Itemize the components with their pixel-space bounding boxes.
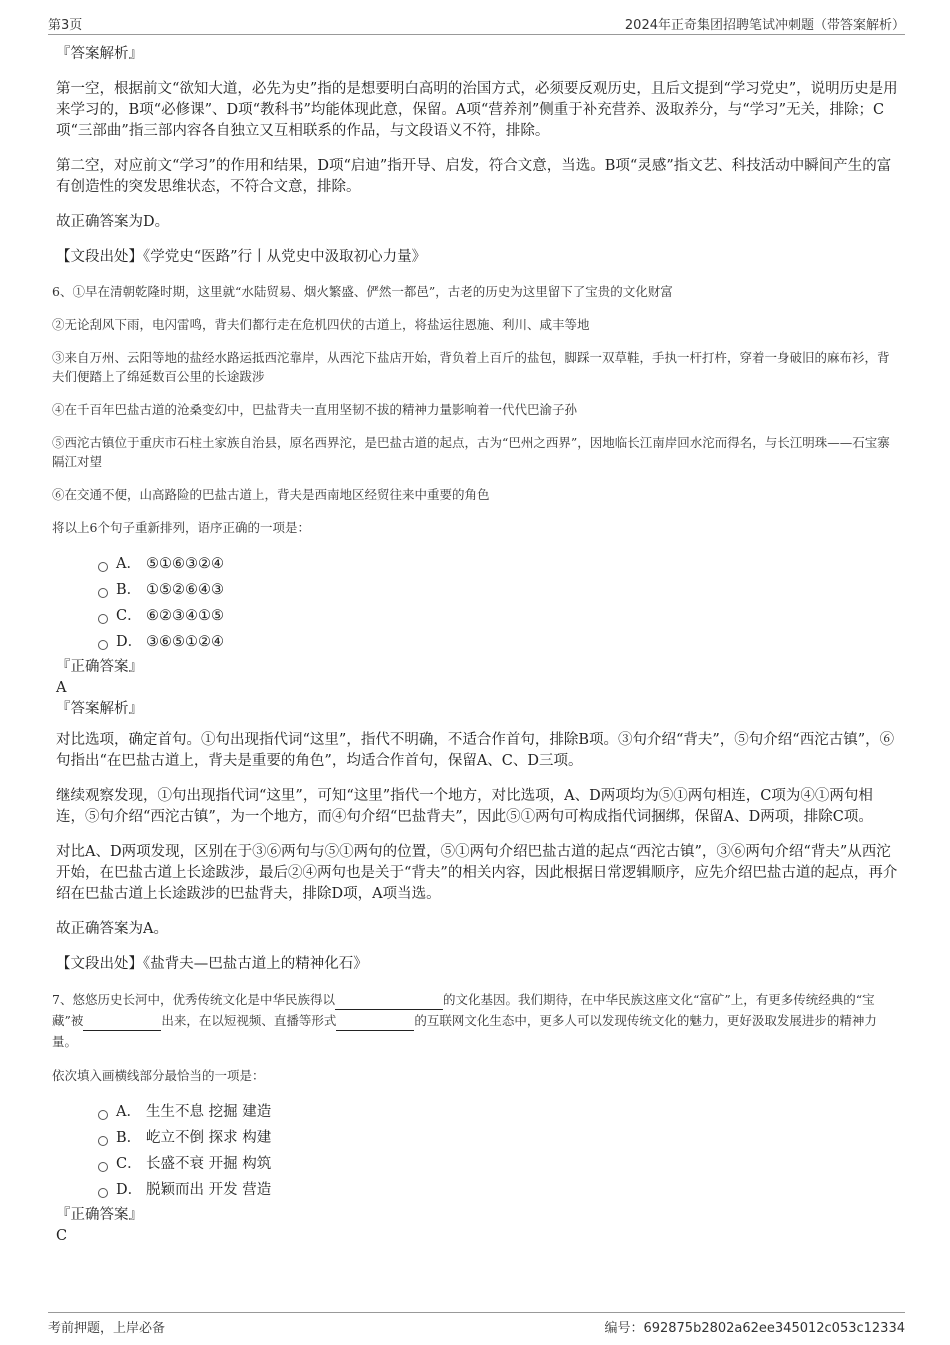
- q7-blank-1: [335, 995, 443, 1010]
- document-title: 2024年正奇集团招聘笔试冲刺题（带答案解析）: [624, 18, 905, 33]
- q7-answer: C: [56, 1228, 68, 1244]
- q7-option-b[interactable]: [56, 1125, 900, 1151]
- q7-prompt: 依次填入画横线部分最恰当的一项是：: [52, 1068, 265, 1083]
- page-content: [52, 44, 900, 1247]
- page-footer: [48, 1312, 905, 1337]
- option-letter: A．: [116, 1104, 141, 1120]
- radio-icon[interactable]: [98, 1188, 108, 1198]
- page-number: 第3页: [48, 18, 83, 33]
- q6-analysis-para3: 对比A、D两项发现，区别在于③⑥两句与⑤①两句的位置，⑤①两句介绍巴盐古道的起点“西沱古镇”，③⑥两句介绍“背夫”从西沱开始，在巴盐古道上长途跋涉，最后②④两句也是关于“背夫”的相关内容，因此根据日常逻辑顺序，应先介绍巴盐古道的起点，再介绍在巴盐古道上长途跋涉的巴盐背夫，排除D项，A项当选。: [56, 844, 898, 902]
- q6-option-d[interactable]: [56, 629, 900, 655]
- q5-conclusion: 故正确答案为D。: [56, 214, 170, 230]
- option-text: ①⑤②⑥④③: [146, 582, 224, 598]
- q6-analysis-title: 『答案解析』: [56, 701, 143, 717]
- option-letter: D．: [116, 1182, 143, 1198]
- option-text: ⑥②③④①⑤: [146, 608, 224, 624]
- q6-sentence-2: ②无论刮风下雨，电闪雷鸣，背夫们都行走在危机四伏的古道上，将盐运往恩施、利川、咸丰等地: [52, 317, 590, 332]
- q6-analysis-para2: 继续观察发现，①句出现指代词“这里”，可知“这里”指代一个地方，对比选项，A、D两项均为⑤①两句相连，C项为④①两句相连，⑤句介绍“西沱古镇”，为一个地方，而④句介绍“巴盐背夫”，因此⑤①两句可构成指代词捆绑，保留A、D两项，排除C项。: [56, 788, 873, 825]
- q6-answer-title: 『正确答案』: [56, 659, 143, 675]
- radio-icon[interactable]: [98, 1110, 108, 1120]
- q6-prompt: 将以上6个句子重新排列，语序正确的一项是：: [52, 520, 310, 535]
- radio-icon[interactable]: [98, 1136, 108, 1146]
- q6-sentence-5: ⑤西沱古镇位于重庆市石柱土家族自治县，原名西界沱，是巴盐古道的起点，古为“巴州之西界”，因地临长江南岸回水沱而得名，与长江明珠——石宝寨隔江对望: [52, 435, 890, 469]
- q6-conclusion: 故正确答案为A。: [56, 921, 168, 937]
- option-text: 生生不息 挖掘 建造: [146, 1104, 272, 1120]
- option-letter: A．: [116, 556, 141, 572]
- option-letter: D．: [116, 634, 143, 650]
- option-letter: C．: [116, 1156, 142, 1172]
- q7-stem: [52, 989, 900, 1052]
- q6-sentence-4: ④在千百年巴盐古道的沧桑变幻中，巴盐背夫一直用坚韧不拔的精神力量影响着一代代巴渝子孙: [52, 402, 578, 417]
- q6-options: [56, 551, 900, 655]
- radio-icon[interactable]: [98, 640, 108, 650]
- q7-option-d[interactable]: [56, 1177, 900, 1203]
- option-letter: B．: [116, 1130, 142, 1146]
- q6-sentence-3: ③来自万州、云阳等地的盐经水路运抵西沱靠岸，从西沱下盐店开始，背负着上百斤的盐包，脚踩一双草鞋，手执一杆打杵，穿着一身破旧的麻布衫，背夫们便踏上了绵延数百公里的长途跋涉: [52, 350, 890, 384]
- option-text: ③⑥⑤①②④: [146, 634, 224, 650]
- radio-icon[interactable]: [98, 588, 108, 598]
- q6-option-a[interactable]: [56, 551, 900, 577]
- document-code: 编号：692875b2802a62ee345012c053c12334: [604, 1321, 905, 1336]
- option-letter: C．: [116, 608, 142, 624]
- q7-option-c[interactable]: [56, 1151, 900, 1177]
- q6-source: 【文段出处】《盐背夫—巴盐古道上的精神化石》: [56, 956, 368, 972]
- radio-icon[interactable]: [98, 614, 108, 624]
- radio-icon[interactable]: [98, 562, 108, 572]
- q7-answer-title: 『正确答案』: [56, 1207, 143, 1223]
- q7-option-a[interactable]: [56, 1099, 900, 1125]
- q7-stem-part-b: 的文化基因。我们期待，在中华民族这座文化“富矿”上，有更多传统经典的“宝藏”被: [52, 992, 875, 1028]
- q6-sentence-1: 6、①早在清朝乾隆时期，这里就“水陆贸易、烟火繁盛、俨然一都邑”，古老的历史为这里留下了宝贵的文化财富: [52, 284, 673, 299]
- q7-options: [56, 1099, 900, 1203]
- q6-option-b[interactable]: [56, 577, 900, 603]
- option-text: 屹立不倒 探求 构建: [146, 1130, 272, 1146]
- q5-analysis-title: 『答案解析』: [56, 46, 143, 62]
- q7-blank-2: [83, 1016, 161, 1031]
- option-text: ⑤①⑥③②④: [146, 556, 224, 572]
- radio-icon[interactable]: [98, 1162, 108, 1172]
- q5-source: 【文段出处】《学党史“医路”行丨从党史中汲取初心力量》: [56, 249, 427, 265]
- option-text: 脱颖而出 开发 营造: [146, 1182, 272, 1198]
- option-text: 长盛不衰 开掘 构筑: [146, 1156, 272, 1172]
- q6-sentence-6: ⑥在交通不便，山高路险的巴盐古道上，背夫是西南地区经贸往来中重要的角色: [52, 487, 490, 502]
- q6-answer: A: [56, 680, 67, 696]
- option-letter: B．: [116, 582, 142, 598]
- q5-analysis-para1: 第一空，根据前文“欲知大道，必先为史”指的是想要明白高明的治国方式，必须要反观历史，且后文提到“学习党史”，说明历史是用来学习的，B项“必修课”、D项“教科书”均能体现此意，保留。A项“营养剂”侧重于补充营养、汲取养分，与“学习”无关，排除；C项“三部曲”指三部内容各自独立又互相联系的作品，与文段语义不符，排除。: [56, 81, 898, 139]
- q5-analysis-para2: 第二空，对应前文“学习”的作用和结果，D项“启迪”指开导、启发，符合文意，当选。B项“灵感”指文艺、科技活动中瞬间产生的富有创造性的突发思维状态，不符合文意，排除。: [56, 158, 892, 195]
- q7-stem-part-d: 的互联网文化生态中，更多人可以发现传统文化的魅力，更好汲取发展进步的精神力量。: [52, 1013, 877, 1049]
- q7-stem-part-a: 7、悠悠历史长河中，优秀传统文化是中华民族得以: [52, 992, 335, 1007]
- q6-analysis-para1: 对比选项，确定首句。①句出现指代词“这里”，指代不明确，不适合作首句，排除B项。③句介绍“背夫”，⑤句介绍“西沱古镇”，⑥句指出“在巴盐古道上，背夫是重要的角色”，均适合作首句，保留A、C、D三项。: [56, 732, 895, 769]
- q7-stem-part-c: 出来，在以短视频、直播等形式: [161, 1013, 337, 1028]
- page-header: [48, 12, 905, 35]
- q6-option-c[interactable]: [56, 603, 900, 629]
- footer-slogan: 考前押题，上岸必备: [48, 1321, 166, 1336]
- q7-blank-3: [336, 1016, 414, 1031]
